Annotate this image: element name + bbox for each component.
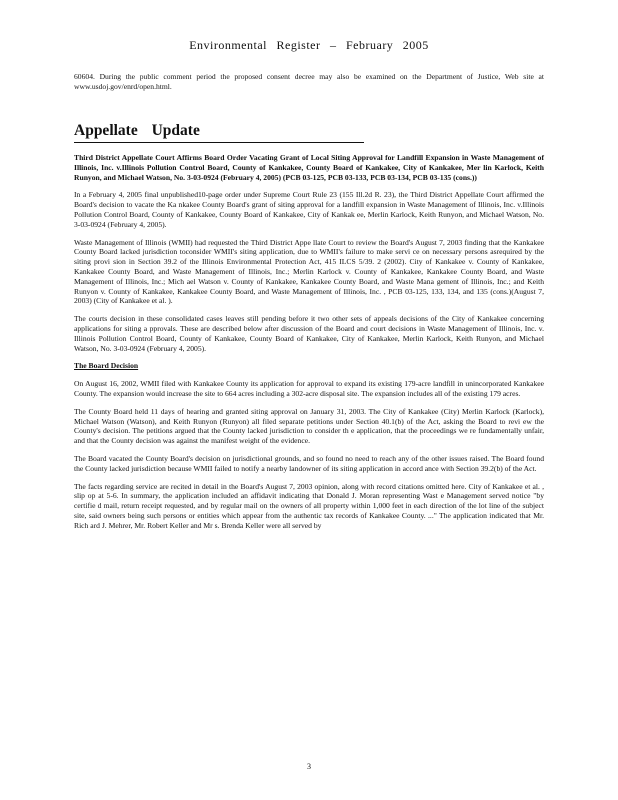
page-number: 3: [307, 762, 311, 771]
paragraph-1: In a February 4, 2005 final unpublished10-page order under Supreme Court Rule 23 (155 Ill.2d R. 23), the Third District Appellate Court affirmed the Board's decision to vacate the Ka nkakee County Board's grant of siting approval for a landfill expansion in Waste Management of Illinois, Inc. v.Illinois Pollution Control Board, County of Kankakee, County Board of Kankakee, City of Kankak ee, Merlin Karlock, Keith Runyon, and Michael Watson, No. 3-03-0924 (February 4, 2005).: [74, 190, 544, 229]
intro-text: 60604. During the public comment period the proposed consent decree may also be examined on the Department of Justice, Web site at www.usdoj.gov/enrd/open.html.: [74, 72, 544, 91]
running-header: Environmental Register – February 2005: [189, 38, 429, 52]
paragraph-4: On August 16, 2002, WMII filed with Kankakee County its application for approval to expand its existing 179-acre landfill in unincorporated Kankakee County. The expansion would increase the site to 664 acres including a 302-acre disposal site. The expansion includes all of the existing 179 acres.: [74, 379, 544, 398]
paragraph-7: The facts regarding service are recited in detail in the Board's August 7, 2003 opinion, along with record citations omitted here. City of Kankakee et al. , slip op at 5-6. In summary, the application included an affidavit indicating that Donald J. Moran representing Wast e Management served notice "by certifie d mail, return receipt requested, and by regular mail on the owners of all property within 1,000 feet in each direction of the lot line of the subject site, said owners being such persons or entities which appear from the authentic tax records of Kankakee County. ..." The application indicated that Mr. Rich ard J. Mehrer, Mr. Robert Keller and Mr s. Brenda Keller were all served by: [74, 481, 544, 530]
paragraph-5: The County Board held 11 days of hearing and granted siting approval on January 31, 2003. The City of Kankakee (City) Merlin Karlock (Karlock), Michael Watson (Watson), and Keith Runyon (Runyon) all filed separate petitions under Section 40.1(b) of the Act, asking the Board to revi ew the County's decision. The petitions argued that the County lacked jurisdiction to consider th e application, that the proceedings we re fundamentally unfair, and that the County decision was against the manifest weight of the evidence.: [74, 406, 544, 446]
intro-paragraph: [74, 72, 544, 100]
paragraph-3: The courts decision in these consolidated cases leaves still pending before it two other sets of appeals decisions of the City of Kankakee concerning applications for siting a pprovals. These are described below after discussion of the Board and court decisions in Waste Management of Illinois, Inc. v. Illinois Pollution Control Board, County of Kankakee, County Board of Kankakee, City of Kankakee, Merlin Karlock, Keith Runyon, and Michael Watson, No. 3-03-0924 (February 4, 2005).: [74, 314, 544, 353]
board-decision-heading: The Board Decision: [74, 361, 139, 371]
paragraph-2: Waste Management of Illinois (WMII) had requested the Third District Appe llate Court to review the Board's August 7, 2003 finding that the Kankakee County Board lacked jurisdiction toconsider WMII's siting application, due to WMII's failure to make servi ce on necessary persons asrequired by the siting provi sion in Section 39.2 of the Illinois Environmental Protection Act, 415 ILCS 5/39. 2 (2002). City of Kankakee v. County of Kankakee, Kankakee County Board, and Waste Management of Illinois, Inc.; Merlin Karlock v. County of Kankakee, Kankakee County Board, and Waste Management of Illinois, Inc.; Mich ael Watson v. County of Kankakee, Kankakee County Board, and Waste Mana gement of Illinois, Inc.; and Keith Runyon v. County of Kankakee, Kankakee County Board, and Waste Management of Illinois, Inc. , PCB 03-125, 133, 134, and 135 (cons.)(August 7, 2003) (City of Kankakee et al. ).: [74, 237, 544, 306]
case-caption: Third District Appellate Court Affirms Board Order Vacating Grant of Local Siting Approval for Landfill Expansion in Waste Management of Illinois, Inc. v.Illinois Pollution Control Board, County of Kankakee, County Board of Kankakee, City of Kankakee, Mer lin Karlock, Keith Runyon, and Michael Watson, No. 3-03-0924 (February 4, 2005) (PCB 03-125, PCB 03-133, PCB 03-134, PCB 03-135 (cons.)): [74, 153, 544, 182]
section-title: Appellate Update: [74, 122, 364, 143]
paragraph-6: The Board vacated the County Board's decision on jurisdictional grounds, and so found no need to reach any of the other issues raised. The Board found the County lacked jurisdiction because WMII failed to notify a nearby landowner of its siting application in accord ance with Section 39.2(b) of the Act.: [74, 453, 544, 473]
main-body: [74, 153, 544, 539]
